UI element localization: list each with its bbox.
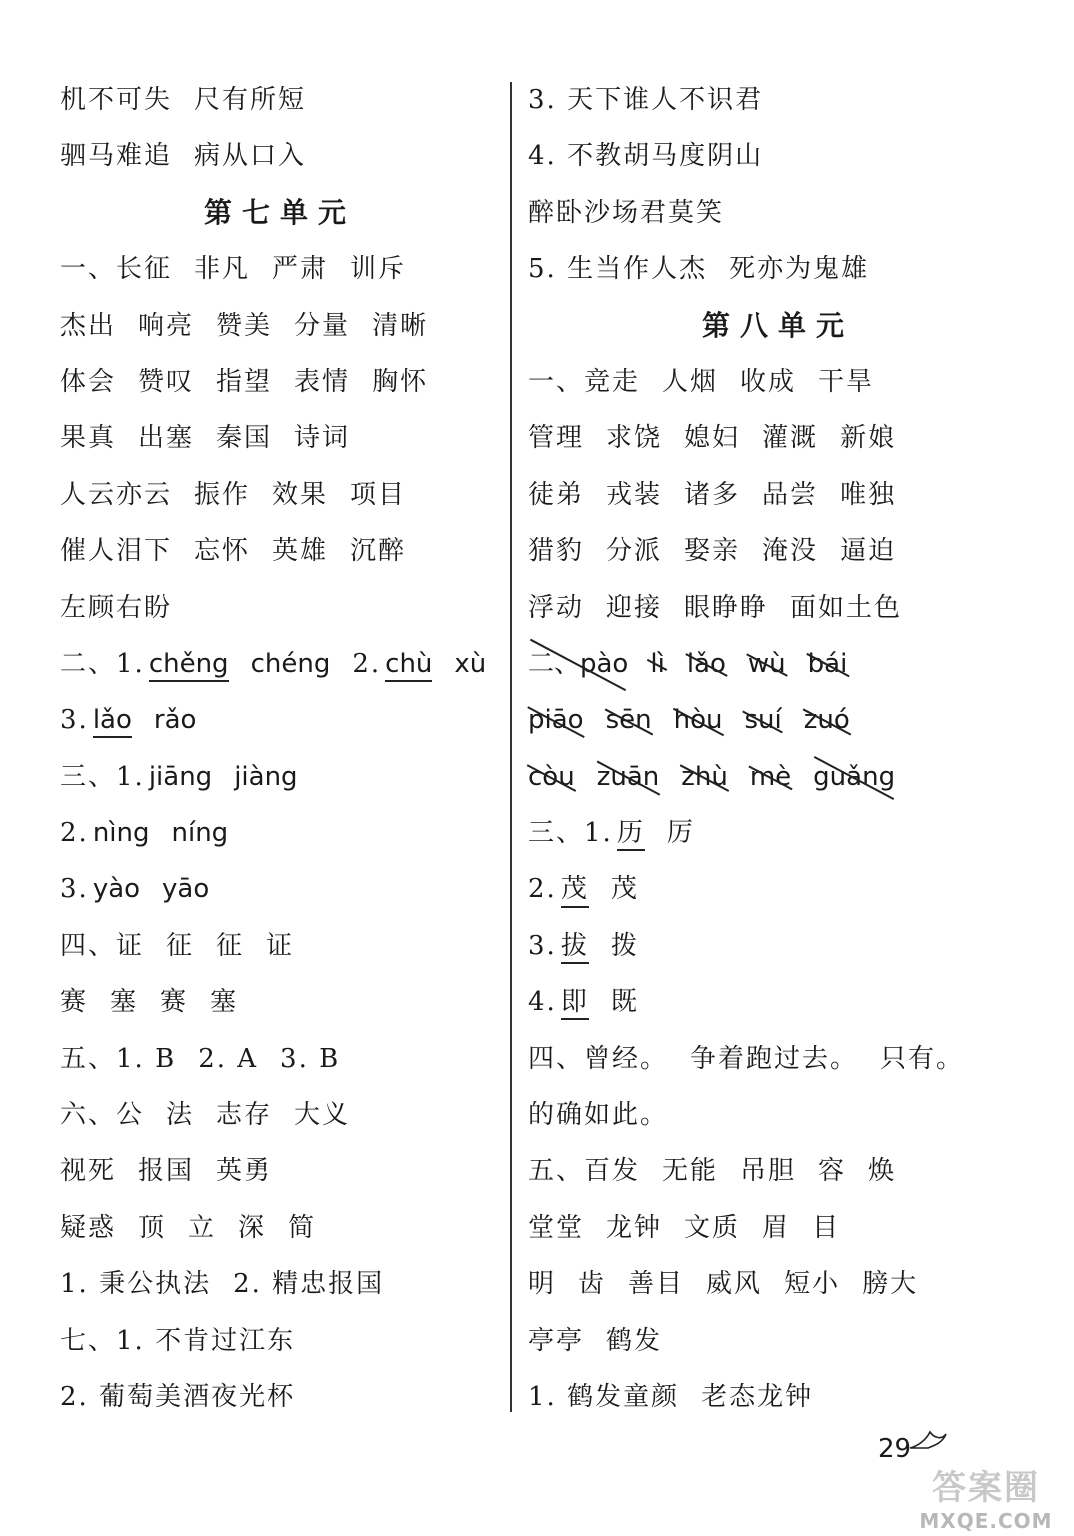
- pinyin-option: chéng: [250, 648, 331, 679]
- column-divider: [510, 82, 512, 1412]
- answer-line: [60, 410, 500, 466]
- answer-text: 媳妇: [684, 423, 741, 454]
- pinyin-struck: mè: [750, 749, 791, 805]
- pinyin-selected: chěng: [149, 649, 229, 682]
- answer-line: [60, 636, 500, 692]
- question-number: 3.: [60, 874, 89, 905]
- answer-line: [528, 1087, 1028, 1143]
- char-option: 茂: [610, 874, 639, 905]
- char-selected: 即: [561, 987, 589, 1020]
- answer-text: 征: [166, 930, 195, 961]
- pinyin-struck: zuó: [804, 692, 850, 748]
- answer-text: 严肃: [272, 254, 329, 285]
- answer-text: 1. 鹤发童颜: [528, 1381, 680, 1412]
- answer-text: 项目: [350, 479, 407, 510]
- answer-text: 2. 精忠报国: [233, 1269, 385, 1300]
- answer-line: [528, 523, 1028, 579]
- answer-text: 征: [216, 930, 245, 961]
- char-option: 厉: [666, 818, 695, 849]
- pinyin-selected: chù: [385, 649, 432, 682]
- answer-text: 驷马难追: [60, 141, 173, 172]
- answer-text: 龙钟: [606, 1212, 663, 1243]
- answer-text: 一、竞走: [528, 366, 641, 397]
- answer-text: 死亦为鬼雄: [729, 254, 870, 285]
- answer-line: [528, 241, 1028, 297]
- answer-text: 猎豹: [528, 536, 585, 567]
- answer-text: 深: [238, 1212, 267, 1243]
- answer-text: 胸怀: [372, 366, 429, 397]
- answer-text: 焕: [868, 1156, 897, 1187]
- answer-text: 沉醉: [350, 536, 407, 567]
- answer-text: 顶: [138, 1212, 167, 1243]
- question-number: 2.: [60, 818, 89, 849]
- answer-text: 1. 秉公执法: [60, 1269, 212, 1300]
- answer-text: 病从口入: [194, 141, 307, 172]
- answer-text: 新娘: [840, 423, 897, 454]
- answer-line: [60, 298, 500, 354]
- page-number: 29: [878, 1434, 912, 1464]
- answer-text: 简: [288, 1212, 317, 1243]
- answer-line: [528, 805, 1028, 861]
- answer-line: [528, 692, 1028, 748]
- answer-text: 明: [528, 1269, 557, 1300]
- answer-line: [528, 1200, 1028, 1256]
- question-number: 3.: [60, 705, 89, 736]
- pinyin-struck: suí: [744, 692, 781, 748]
- right-column: [528, 72, 1028, 1425]
- left-column: [60, 72, 500, 1425]
- answer-text: 堂堂: [528, 1212, 585, 1243]
- answer-line: [528, 918, 1028, 974]
- pinyin-struck: zhù: [681, 749, 728, 805]
- answer-line: [528, 1313, 1028, 1369]
- answer-text: 娶亲: [684, 536, 741, 567]
- answer-text: 品尝: [762, 479, 819, 510]
- pinyin-selected: lǎo: [93, 705, 132, 738]
- answer-line: [528, 354, 1028, 410]
- answer-line: [60, 692, 500, 748]
- answer-text: 出塞: [138, 423, 195, 454]
- pinyin-option: xù: [454, 648, 487, 679]
- answer-text: 眼睁睁: [684, 592, 769, 623]
- answer-line: [60, 580, 500, 636]
- answer-text: 四、曾经。: [528, 1043, 669, 1074]
- answer-text: 五、1. B: [60, 1043, 177, 1074]
- answer-line: [528, 1369, 1028, 1425]
- answer-text: 志存: [216, 1100, 273, 1131]
- answer-line: [60, 1200, 500, 1256]
- answer-text: 尺有所短: [194, 85, 307, 115]
- answer-text: 效果: [272, 479, 329, 510]
- answer-text: 齿: [578, 1269, 607, 1300]
- answer-text: 英雄: [272, 536, 329, 567]
- answer-text: 5. 生当作人杰: [528, 254, 708, 285]
- unit-7-title: 第七单元: [203, 195, 356, 229]
- answer-text: 灌溉: [762, 423, 819, 454]
- answer-text: 诸多: [684, 479, 741, 510]
- pinyin-struck: bái: [808, 636, 848, 692]
- answer-text: 迎接: [606, 592, 663, 623]
- answer-text: 报国: [138, 1156, 195, 1187]
- answer-line: [528, 72, 1028, 128]
- answer-text: 2. A: [198, 1043, 259, 1074]
- question-number: 二、1.: [60, 648, 145, 679]
- answer-text: 赛: [60, 987, 89, 1018]
- char-option: 既: [610, 987, 639, 1018]
- pinyin-option: yào: [92, 874, 141, 905]
- pinyin-struck: lì: [650, 636, 664, 692]
- answer-text: 膀大: [862, 1269, 919, 1300]
- watermark-url: MXQE.COM: [919, 1509, 1053, 1533]
- answer-line: [528, 861, 1028, 917]
- question-number: 3.: [528, 930, 557, 961]
- answer-text: 干旱: [818, 366, 875, 397]
- answer-text: 3. 天下谁人不识君: [528, 85, 764, 115]
- pinyin-struck: piāo: [528, 692, 584, 748]
- answer-text: 管理: [528, 423, 585, 454]
- answer-line: [528, 636, 1028, 692]
- answer-text: 振作: [194, 479, 251, 510]
- answer-line: [528, 580, 1028, 636]
- answer-text: 清晰: [372, 310, 429, 341]
- answer-text: 体会: [60, 366, 117, 397]
- answer-text: 秦国: [216, 423, 273, 454]
- answer-text: 四、证: [60, 930, 145, 961]
- answer-text: 2. 葡萄美酒夜光杯: [60, 1381, 296, 1412]
- answer-text: 争着跑过去。: [690, 1043, 859, 1074]
- answer-line: [60, 1369, 500, 1425]
- question-number: 4.: [528, 987, 557, 1018]
- answer-text: 威风: [706, 1269, 763, 1300]
- char-selected: 历: [617, 818, 645, 851]
- answer-text: 催人泪下: [60, 536, 173, 567]
- answer-text: 训斥: [350, 254, 407, 285]
- answer-text: 非凡: [194, 254, 251, 285]
- answer-text: 鹤发: [606, 1325, 663, 1356]
- answer-line: [60, 1031, 500, 1087]
- answer-text: 亭亭: [528, 1325, 585, 1356]
- pinyin-struck: còu: [528, 749, 575, 805]
- answer-text: 淹没: [762, 536, 819, 567]
- answer-text: 机不可失: [60, 85, 173, 115]
- answer-text: 只有。: [880, 1043, 965, 1074]
- answer-line: [528, 974, 1028, 1030]
- answer-line: [528, 128, 1028, 184]
- question-number: 三、1.: [528, 818, 613, 849]
- answer-line: [60, 918, 500, 974]
- answer-text: 证: [266, 930, 295, 961]
- answer-line: [60, 1313, 500, 1369]
- char-option: 拨: [610, 930, 639, 961]
- answer-text: 五、百发: [528, 1156, 641, 1187]
- answer-text: 分量: [294, 310, 351, 341]
- unit-8-title: 第八单元: [701, 308, 854, 342]
- answer-text: 眉: [762, 1212, 791, 1243]
- answer-text: 法: [166, 1100, 195, 1131]
- answer-text: 响亮: [138, 310, 195, 341]
- answer-line: [60, 1087, 500, 1143]
- answer-line: [60, 354, 500, 410]
- answer-text: 六、公: [60, 1100, 145, 1131]
- answer-line: [60, 974, 500, 1030]
- answer-line: [60, 72, 500, 128]
- answer-text: 人烟: [662, 366, 719, 397]
- answer-text: 诗词: [294, 423, 351, 454]
- answer-line: [60, 241, 500, 297]
- answer-text: 立: [188, 1212, 217, 1243]
- answer-text: 醉卧沙场君莫笑: [528, 197, 725, 228]
- answer-line: [60, 523, 500, 579]
- char-selected: 茂: [561, 874, 589, 907]
- answer-line: [60, 467, 500, 523]
- answer-text: 3. B: [280, 1043, 341, 1074]
- answer-line: [60, 1256, 500, 1312]
- answer-text: 容: [818, 1156, 847, 1187]
- answer-line: [528, 185, 1028, 241]
- answer-text: 求饶: [606, 423, 663, 454]
- pinyin-struck: zuān: [597, 749, 660, 805]
- answer-text: 的确如此。: [528, 1100, 669, 1131]
- watermark-logo: [898, 1460, 1074, 1536]
- question-number: 2.: [528, 874, 557, 905]
- question-number: 三、1.: [60, 761, 145, 792]
- answer-text: 塞: [210, 987, 239, 1018]
- pinyin-option: jiāng: [148, 761, 213, 792]
- answer-text: 浮动: [528, 592, 585, 623]
- answer-text: 唯独: [840, 479, 897, 510]
- answer-text: 赞叹: [138, 366, 195, 397]
- pinyin-option: jiàng: [234, 761, 298, 792]
- answer-text: 塞: [110, 987, 139, 1018]
- answer-line: [528, 749, 1028, 805]
- answer-line: [528, 467, 1028, 523]
- answer-line: [528, 1031, 1028, 1087]
- answer-text: 戎装: [606, 479, 663, 510]
- answer-text: 左顾右盼: [60, 592, 173, 623]
- answer-text: 老态龙钟: [701, 1381, 814, 1412]
- pinyin-option: rǎo: [153, 705, 197, 736]
- answer-text: 杰出: [60, 310, 117, 341]
- answer-line: [60, 128, 500, 184]
- answer-text: 人云亦云: [60, 479, 173, 510]
- watermark-text: 答案圈: [932, 1468, 1040, 1508]
- answer-text: 面如土色: [790, 592, 903, 623]
- answer-text: 收成: [740, 366, 797, 397]
- answer-text: 善目: [628, 1269, 685, 1300]
- answer-line: [60, 861, 500, 917]
- answer-text: 果真: [60, 423, 117, 454]
- char-selected: 拔: [561, 931, 589, 964]
- pinyin-struck: guǎng: [813, 749, 895, 805]
- answer-text: 指望: [216, 366, 273, 397]
- answer-text: 大义: [294, 1100, 351, 1131]
- answer-text: 短小: [784, 1269, 841, 1300]
- answer-text: 赛: [160, 987, 189, 1018]
- answer-text: 英勇: [216, 1156, 273, 1187]
- answer-text: 徒弟: [528, 479, 585, 510]
- answer-line: [60, 749, 500, 805]
- answer-line: [60, 805, 500, 861]
- answer-text: 逼迫: [840, 536, 897, 567]
- answer-text: 表情: [294, 366, 351, 397]
- answer-text: 七、1. 不肯过江东: [60, 1325, 296, 1356]
- answer-text: 文质: [684, 1212, 741, 1243]
- answer-text: 疑惑: [60, 1212, 117, 1243]
- pinyin-struck: lǎo: [687, 636, 726, 692]
- pinyin-option: nìng: [92, 818, 150, 849]
- answer-text: 无能: [662, 1156, 719, 1187]
- pinyin-option: yāo: [162, 874, 210, 905]
- answer-text: 分派: [606, 536, 663, 567]
- answer-line: [528, 410, 1028, 466]
- answer-line: [528, 1256, 1028, 1312]
- answer-text: 赞美: [216, 310, 273, 341]
- answer-text: 一、长征: [60, 254, 173, 285]
- answer-text: 目: [812, 1212, 841, 1243]
- pinyin-struck: 二、pào: [528, 636, 628, 692]
- pinyin-struck: hòu: [674, 692, 723, 748]
- pinyin-option: níng: [171, 818, 229, 849]
- leaf-icon: [908, 1428, 948, 1450]
- pinyin-struck: sēn: [606, 692, 652, 748]
- answer-text: 视死: [60, 1156, 117, 1187]
- pinyin-struck: wù: [748, 636, 786, 692]
- question-number: 2.: [352, 648, 382, 679]
- answer-line: [60, 1143, 500, 1199]
- answer-text: 吊胆: [740, 1156, 797, 1187]
- answer-text: 忘怀: [194, 536, 251, 567]
- answer-line: [528, 1143, 1028, 1199]
- answer-text: 4. 不教胡马度阴山: [528, 141, 764, 172]
